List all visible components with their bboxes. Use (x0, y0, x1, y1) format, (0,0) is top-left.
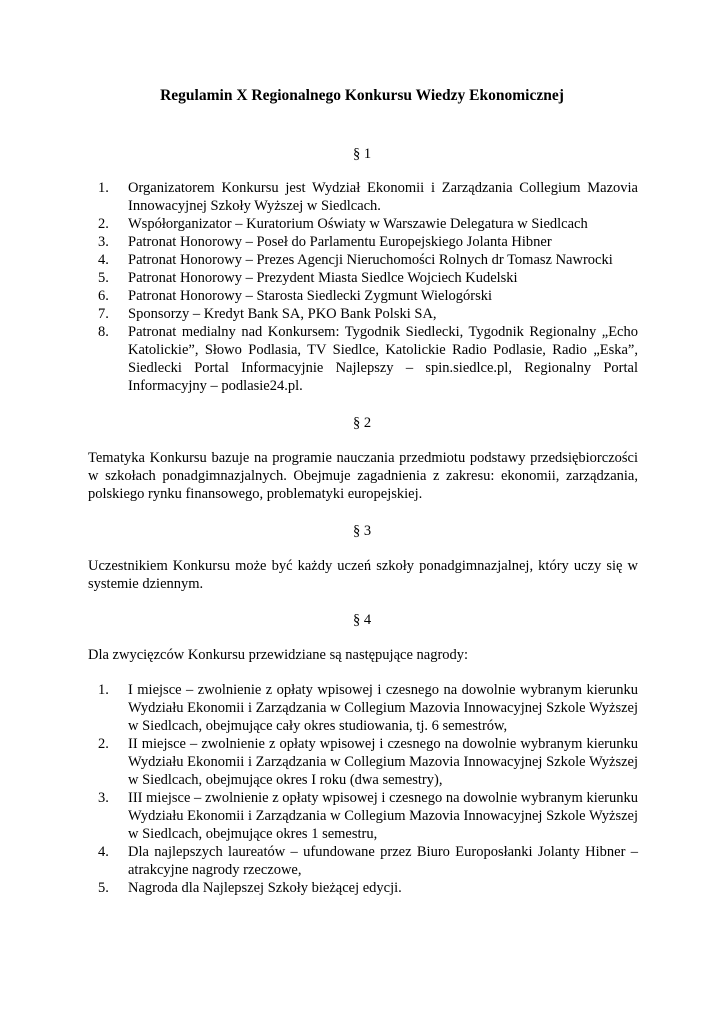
list-item: 5. Nagroda dla Najlepszej Szkoły bieżącej edycji. (98, 880, 402, 896)
section-4-intro: Dla zwycięzców Konkursu przewidziane są następujące nagrody: (88, 647, 469, 663)
list-item: 5. Patronat Honorowy – Prezydent Miasta Siedlce Wojciech Kudelski (98, 270, 518, 286)
list-item: 2. Współorganizator – Kuratorium Oświaty w Warszawie Delegatura w Siedlcach (98, 216, 588, 232)
list-item: 3. III miejsce – zwolnienie z opłaty wpisowej i czesnego na dowolnie wybranym kierunku Wydziału Ekonomii i Zarządzania w Collegium Mazovia Innowacyjnej Szkole Wyższej w Siedlcach, obejmujące okres 1 semestru, (98, 790, 638, 842)
section-3-text: Uczestnikiem Konkursu może być każdy uczeń szkoły ponadgimnazjalnej, który uczy się w systemie dziennym. (88, 558, 638, 592)
section-1-heading: § 1 (352, 146, 372, 162)
list-item: 1. Organizatorem Konkursu jest Wydział Ekonomii i Zarządzania Collegium Mazovia Innowacyjnej Szkoły Wyższej w Siedlcach. (98, 180, 638, 214)
list-item: 4. Dla najlepszych laureatów – ufundowane przez Biuro Europosłanki Jolanty Hibner – atrakcyjne nagrody rzeczowe, (98, 844, 638, 878)
list-item: 7. Sponsorzy – Kredyt Bank SA, PKO Bank Polski SA, (98, 306, 437, 322)
list-item: 2. II miejsce – zwolnienie z opłaty wpisowej i czesnego na dowolnie wybranym kierunku Wydziału Ekonomii i Zarządzania w Collegium Mazovia Innowacyjnej Szkole Wyższej w Siedlcach, obejmujące okres I roku (dwa semestry), (98, 736, 638, 788)
section-2-text: Tematyka Konkursu bazuje na programie nauczania przedmiotu podstawy przedsiębiorczości w szkołach ponadgimnazjalnych. Obejmuje zagadnienia z zakresu: ekonomii, zarządzania, polskiego rynku finansowego, problematyki europejskiej. (88, 450, 638, 502)
section-4-heading: § 4 (352, 612, 372, 628)
list-item: 3. Patronat Honorowy – Poseł do Parlamentu Europejskiego Jolanta Hibner (98, 234, 552, 250)
list-item: 1. I miejsce – zwolnienie z opłaty wpisowej i czesnego na dowolnie wybranym kierunku Wydziału Ekonomii i Zarządzania w Collegium Mazovia Innowacyjnej Szkole Wyższej w Siedlcach, obejmujące cały okres studiowania, tj. 6 semestrów, (98, 682, 638, 734)
section-3-heading: § 3 (352, 523, 372, 539)
list-item: 4. Patronat Honorowy – Prezes Agencji Nieruchomości Rolnych dr Tomasz Nawrocki (98, 252, 613, 268)
list-item: 6. Patronat Honorowy – Starosta Siedlecki Zygmunt Wielogórski (98, 288, 493, 304)
document-title: Regulamin X Regionalnego Konkursu Wiedzy Ekonomicznej (160, 87, 564, 104)
section-2-heading: § 2 (352, 415, 372, 431)
section-4-list (88, 681, 638, 897)
list-item: 8. Patronat medialny nad Konkursem: Tygodnik Siedlecki, Tygodnik Regionalny „Echo Katolickie”, Słowo Podlasia, TV Siedlce, Katolickie Radio Podlasie, Radio „Eska”, Siedlecki Portal Informacyjnie Najlepszy – spin.siedlce.pl, Regionalny Portal Informacyjny – podlasie24.pl. (98, 324, 638, 394)
section-1-list (88, 179, 638, 395)
